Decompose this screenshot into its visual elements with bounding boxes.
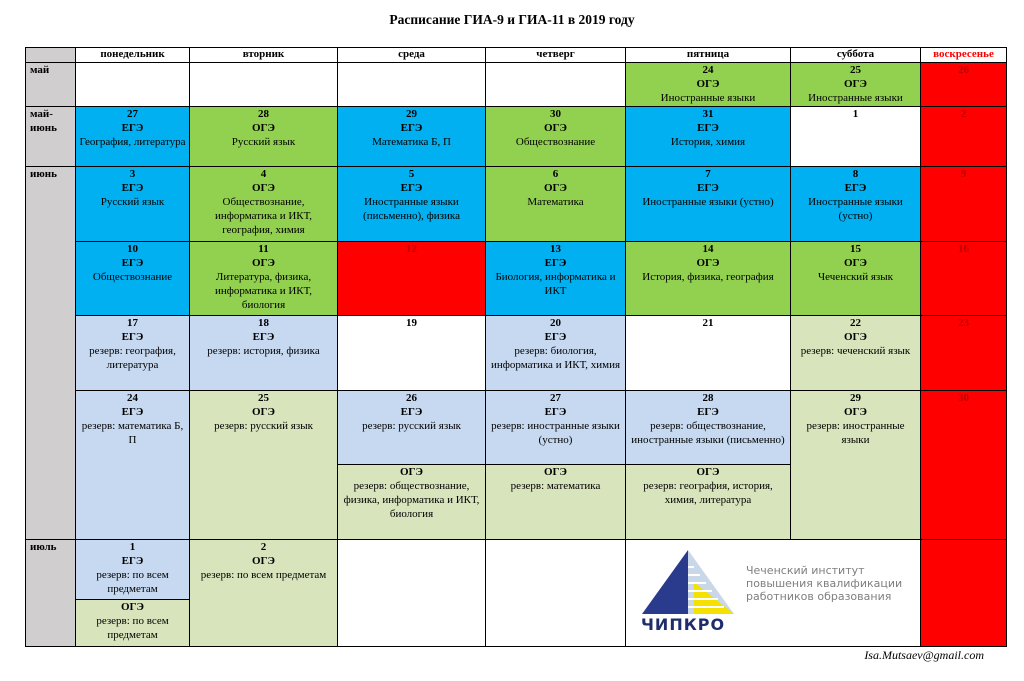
- day-cell: [190, 540, 338, 647]
- exam-type: ЕГЭ: [844, 181, 867, 194]
- header-thursday: четверг: [486, 48, 626, 63]
- day-cell-empty: [338, 63, 486, 107]
- day-number: 6: [552, 167, 559, 180]
- day-number: 11: [258, 242, 269, 255]
- exam-subjects: резерв: математика Б, П: [81, 419, 184, 446]
- day-cell: [791, 390, 921, 539]
- day-number: 14: [702, 242, 714, 255]
- exam-type: ЕГЭ: [121, 331, 144, 344]
- day-cell: [486, 107, 626, 167]
- day-number: 27: [127, 108, 138, 121]
- pyramid-logo-icon: [638, 548, 738, 620]
- month-label: июнь: [26, 166, 76, 539]
- day-cell-sunday: [921, 540, 1007, 647]
- exam-type: ОГЭ: [251, 555, 275, 567]
- day-number: 8: [852, 167, 859, 180]
- header-wednesday: среда: [338, 48, 486, 63]
- day-cell-empty: [338, 540, 486, 647]
- exam-subjects: Обществознание, информатика и ИКТ, география, химия: [214, 195, 312, 236]
- day-cell: [486, 316, 626, 391]
- exam-type: ОГЭ: [696, 466, 720, 479]
- exam-subjects: Математика Б, П: [372, 136, 451, 149]
- day-number: 15: [850, 242, 861, 255]
- header-corner: [26, 48, 76, 63]
- week-row: [26, 63, 1007, 107]
- day-cell: [190, 166, 338, 241]
- institute-logo: [626, 540, 920, 644]
- day-number: 12: [406, 242, 417, 255]
- exam-type: ЕГЭ: [697, 405, 719, 418]
- exam-subjects: резерв: обществознание, иностранные языки (письменно): [631, 419, 785, 446]
- week-row: [26, 107, 1007, 167]
- exam-subjects: резерв: русский язык: [214, 419, 313, 432]
- exam-subjects: География, литература: [79, 136, 186, 149]
- exam-subjects: Иностранные языки (устно): [808, 195, 903, 222]
- exam-type: ОГЭ: [843, 256, 867, 269]
- logo-line: Чеченский институт: [746, 564, 865, 577]
- day-cell: [486, 390, 626, 465]
- exam-subjects: резерв: биология, информатика и ИКТ, химия: [490, 345, 621, 372]
- day-number: 23: [958, 317, 969, 330]
- day-cell: [190, 241, 338, 316]
- day-cell: [626, 63, 791, 107]
- day-cell-second-exam: [486, 465, 626, 540]
- exam-type: ОГЭ: [843, 78, 867, 90]
- exam-type: ОГЭ: [543, 181, 567, 194]
- day-number: 2: [260, 541, 267, 553]
- day-number: 7: [705, 167, 711, 180]
- day-number: 24: [127, 391, 138, 404]
- day-cell: [76, 241, 190, 316]
- day-number: 31: [702, 108, 714, 121]
- exam-subjects: Биология, информатика и ИКТ: [495, 270, 616, 297]
- exam-type: ЕГЭ: [697, 181, 719, 194]
- day-number: 28: [702, 391, 714, 404]
- day-number: 21: [702, 317, 714, 330]
- day-cell: [486, 166, 626, 241]
- day-cell: [791, 316, 921, 391]
- day-number: 25: [258, 391, 269, 404]
- exam-subjects: Русский язык: [100, 195, 165, 208]
- exam-type: ЕГЭ: [121, 405, 144, 418]
- exam-subjects: резерв: по всем предметам: [200, 569, 327, 581]
- day-number: 13: [550, 242, 561, 255]
- week-row: [26, 316, 1007, 391]
- exam-type: ОГЭ: [543, 122, 567, 135]
- exam-subjects: Литература, физика, информатика и ИКТ, биология: [214, 270, 312, 311]
- day-cell: [190, 390, 338, 539]
- logo-area: [626, 540, 921, 647]
- week-row: [26, 241, 1007, 316]
- day-number: 28: [258, 108, 269, 121]
- exam-type: ЕГЭ: [544, 256, 567, 269]
- day-cell-sunday: [921, 166, 1007, 241]
- day-number: 2: [960, 108, 967, 121]
- day-cell: [486, 241, 626, 316]
- day-cell: [791, 241, 921, 316]
- exam-subjects: История, химия: [670, 136, 746, 149]
- header-monday: понедельник: [76, 48, 190, 63]
- exam-subjects: Русский язык: [231, 136, 296, 149]
- exam-type: ОГЭ: [251, 405, 275, 418]
- day-number: 18: [258, 317, 269, 330]
- day-cell-sunday: [921, 107, 1007, 167]
- day-cell: [791, 63, 921, 107]
- day-cell: [626, 316, 791, 391]
- header-saturday: суббота: [791, 48, 921, 63]
- exam-subjects: Математика: [527, 195, 584, 208]
- exam-type: ЕГЭ: [121, 122, 144, 135]
- day-cell: [76, 390, 190, 539]
- exam-subjects: Иностранные языки: [660, 92, 756, 104]
- day-number: 5: [408, 167, 415, 180]
- page-title: Расписание ГИА-9 и ГИА-11 в 2019 году: [389, 12, 635, 27]
- logo-line: повышения квалификации: [746, 577, 903, 590]
- exam-type: ЕГЭ: [697, 122, 719, 135]
- exam-type: ОГЭ: [120, 600, 144, 613]
- day-cell: [791, 107, 921, 167]
- week-row: [26, 540, 1007, 600]
- day-number: 1: [129, 541, 136, 553]
- exam-type: ЕГЭ: [121, 555, 144, 567]
- exam-type: ОГЭ: [843, 331, 867, 344]
- exam-type: ОГЭ: [843, 405, 867, 418]
- day-cell: [76, 107, 190, 167]
- day-cell: [626, 166, 791, 241]
- exam-subjects: Иностранные языки (устно): [642, 195, 774, 208]
- day-number: 26: [958, 64, 969, 76]
- week-row: [26, 390, 1007, 465]
- week-row: [26, 166, 1007, 241]
- exam-type: ОГЭ: [399, 466, 423, 479]
- day-cell-sunday: [921, 390, 1007, 539]
- exam-subjects: резерв: по всем предметам: [96, 569, 169, 595]
- exam-type: ЕГЭ: [544, 331, 567, 344]
- day-cell: [338, 166, 486, 241]
- day-cell-sunday: [921, 316, 1007, 391]
- day-cell: [338, 316, 486, 391]
- exam-subjects: Чеченский язык: [818, 270, 893, 283]
- day-number: 1: [852, 108, 859, 121]
- exam-type: ЕГЭ: [544, 405, 567, 418]
- day-number: 22: [850, 317, 861, 330]
- exam-type: ОГЭ: [696, 78, 720, 90]
- day-number: 16: [958, 242, 969, 255]
- exam-type: ЕГЭ: [400, 181, 423, 194]
- month-label: май-июнь: [26, 107, 76, 167]
- day-cell-holiday: [338, 241, 486, 316]
- header-row: [26, 48, 1007, 63]
- exam-type: ЕГЭ: [121, 256, 144, 269]
- day-cell-sunday: [921, 241, 1007, 316]
- exam-subjects: Обществознание: [92, 270, 173, 283]
- exam-type: ОГЭ: [543, 466, 567, 479]
- day-cell: [76, 166, 190, 241]
- header-friday: пятница: [626, 48, 791, 63]
- header-sunday: воскресенье: [921, 48, 1007, 63]
- day-number: 24: [702, 64, 714, 76]
- exam-subjects: резерв: по всем предметам: [96, 614, 169, 641]
- exam-type: ЕГЭ: [400, 122, 423, 135]
- month-label: май: [26, 63, 76, 107]
- day-cell: [338, 107, 486, 167]
- exam-type: ОГЭ: [251, 256, 275, 269]
- day-number: 17: [127, 317, 138, 330]
- exam-subjects: резерв: иностранные языки (устно): [491, 419, 620, 446]
- day-number: 20: [550, 317, 561, 330]
- day-number: 29: [850, 391, 861, 404]
- logo-line: работников образования: [746, 590, 892, 603]
- day-number: 4: [260, 167, 267, 180]
- exam-subjects: резерв: география, литература: [89, 345, 176, 372]
- day-cell: [190, 316, 338, 391]
- day-number: 30: [958, 391, 969, 404]
- header-tuesday: вторник: [190, 48, 338, 63]
- exam-type: ЕГЭ: [252, 331, 275, 344]
- exam-type: ЕГЭ: [400, 405, 423, 418]
- logo-institute-name: [746, 564, 902, 603]
- day-cell-empty: [76, 63, 190, 107]
- day-cell-empty: [190, 63, 338, 107]
- exam-subjects: резерв: обществознание, физика, информатика и ИКТ, биология: [343, 480, 480, 521]
- day-cell: [190, 107, 338, 167]
- day-cell: [626, 107, 791, 167]
- day-number: 10: [127, 242, 138, 255]
- logo-abbreviation: ЧИПКРО: [641, 615, 726, 634]
- schedule-table: [25, 47, 1007, 647]
- exam-subjects: История, физика, география: [642, 270, 774, 283]
- day-cell-empty: [486, 540, 626, 647]
- day-number: 26: [406, 391, 417, 404]
- author-email: Isa.Mutsaev@gmail.com: [864, 648, 984, 662]
- day-number: 3: [129, 167, 136, 180]
- day-cell-second-exam: [338, 465, 486, 540]
- exam-subjects: резерв: география, история, химия, литература: [643, 480, 773, 507]
- day-number: 27: [550, 391, 561, 404]
- day-cell: [791, 166, 921, 241]
- exam-subjects: резерв: история, физика: [207, 345, 320, 358]
- exam-subjects: Иностранные языки: [808, 92, 903, 104]
- exam-type: ЕГЭ: [121, 181, 144, 194]
- day-cell: [626, 390, 791, 465]
- exam-subjects: резерв: чеченский язык: [800, 345, 911, 358]
- exam-type: ОГЭ: [251, 181, 275, 194]
- day-cell-empty: [486, 63, 626, 107]
- day-number: 9: [960, 167, 967, 180]
- day-cell-sunday: [921, 63, 1007, 107]
- day-cell: [76, 316, 190, 391]
- day-number: 25: [850, 64, 861, 76]
- exam-subjects: Иностранные языки (письменно), физика: [363, 195, 460, 222]
- day-cell-second-exam: [626, 465, 791, 540]
- exam-subjects: Обществознание: [515, 136, 596, 149]
- day-cell: [76, 540, 190, 600]
- month-label: июль: [26, 540, 76, 647]
- day-number: 30: [550, 108, 561, 121]
- day-cell: [626, 241, 791, 316]
- day-number: 19: [406, 317, 417, 330]
- day-number: 29: [406, 108, 417, 121]
- day-cell: [338, 390, 486, 465]
- exam-type: ОГЭ: [251, 122, 275, 135]
- exam-subjects: резерв: иностранные языки: [806, 419, 905, 446]
- exam-type: ОГЭ: [696, 256, 720, 269]
- day-cell-second-exam: [76, 599, 190, 647]
- exam-subjects: резерв: математика: [510, 480, 601, 493]
- exam-subjects: резерв: русский язык: [362, 419, 461, 432]
